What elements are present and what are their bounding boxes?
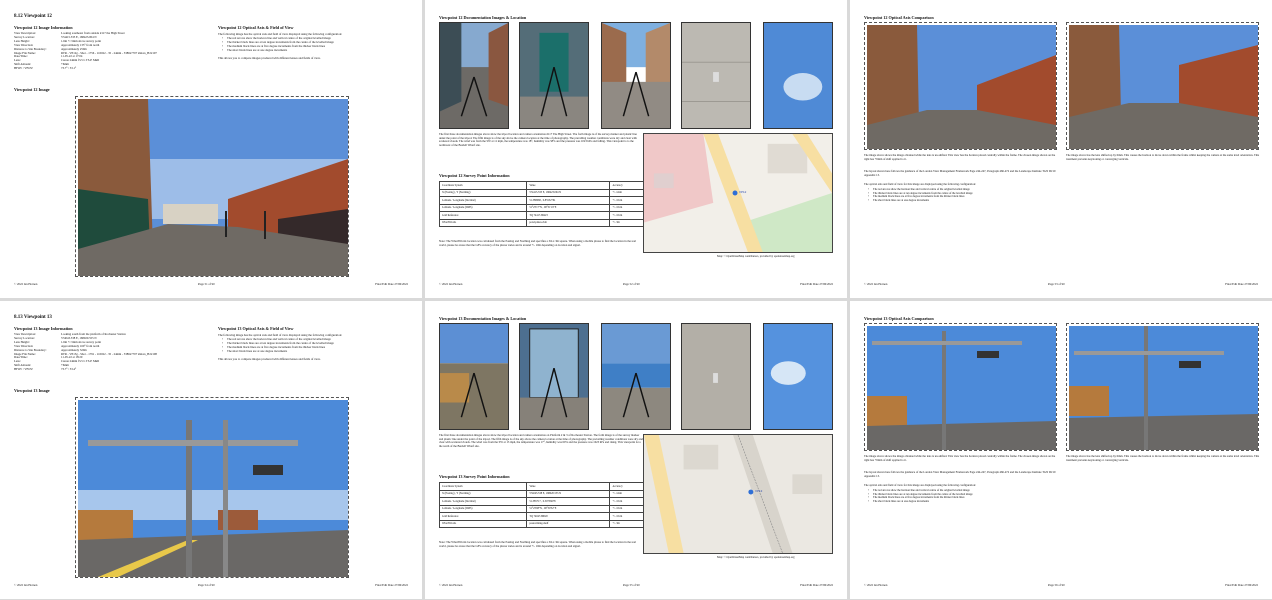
page-footer: © 2022 Ian Hornen Page 51 of 90 Final Edit Date 27/06/2022 bbox=[14, 282, 408, 286]
config-paragraph: The optical axis and field of view for this image are displayed using the following configuration: bbox=[864, 483, 976, 487]
image-heading: Viewpoint 12 Image bbox=[14, 87, 50, 92]
unshifted-image bbox=[864, 323, 1057, 451]
config-paragraph: The optical axis and field of view for this image are displayed using the following configuration: bbox=[864, 182, 976, 186]
page-footer: © 2022 Ian Hornen Page 55 of 90 Final Edit Date 27/06/2022 bbox=[439, 583, 833, 587]
page-footer: © 2022 Ian Hornen Page 54 of 90 Final Edit Date 27/06/2022 bbox=[14, 583, 408, 587]
comparison-heading: Viewpoint 13 Optical Axis Comparison bbox=[864, 316, 934, 321]
info-heading: Viewpoint 12 Image Information bbox=[14, 25, 73, 30]
doc-image-survey-marker bbox=[681, 22, 751, 129]
section-title: 8.12 Viewpoint 12 bbox=[14, 14, 52, 19]
axis-heading: Viewpoint 12 Optical Axis & Field of View bbox=[218, 25, 294, 30]
axis-outro: This allows you to compare images produced with different lenses and fields of view. bbox=[218, 357, 321, 361]
comparison-heading: Viewpoint 12 Optical Axis Comparison bbox=[864, 15, 934, 20]
axis-intro: The following image has the optical axis and field of view displayed using the following configuration: bbox=[218, 32, 343, 36]
doc-paragraph: The first three documentation images above show the tripod location and camera orientation #117 The High Street. The forth image is of the survey marker and plastic line under the point of the tripod. The fifth image is of the sky above the camera location at the time of photography. The prevailing weather conditions were dry and clear with scattered clouds. The wind was from the SW at 11 mph, the temperature was 18°, humidity was 58% and the pressure was 1023 hPa and falling. This viewpoint is to the northwest of the Bardell Wharf site. bbox=[439, 132, 637, 148]
shifted-image bbox=[1066, 22, 1259, 150]
doc-image-2 bbox=[519, 323, 589, 430]
viewpoint-13-photo bbox=[75, 397, 349, 578]
page-54 bbox=[0, 301, 422, 599]
viewpoint-12-photo bbox=[75, 96, 349, 277]
image-heading: Viewpoint 13 Image bbox=[14, 388, 50, 393]
axis-bullets: • The red arrows show the horizon line and vertical centre of the original levelled image • The thicker black lines are at ten degree increments from the centre of the levelled image • The medium black lines are at five degree increments from the thicker black lines • The short black lines are at one degree increments bbox=[222, 338, 334, 354]
w3w-note: Note: The What3Words location was calculated from the Easting and Northing and specifies a 3m x 3m square. When using a mobile phone to find the location in the real world, please be aware that the GPS accuracy of the phone varies and is around +/- 10m depending on location and signal. bbox=[439, 540, 636, 548]
section-title: 8.13 Viewpoint 13 bbox=[14, 315, 52, 320]
doc-image-2 bbox=[519, 22, 589, 129]
config-bullets: • The red arrows show the horizon line and vertical centre of the original levelled image • The thicker black lines are at ten degree increments from the centre of the levelled image • The medium black lines are at five degree increments from the thicker black lines • The short black lines are at one degree increments bbox=[868, 489, 973, 503]
shifted-caption: The image above has the lens shifted up by 6mm. This causes the horizon to move down within the frame whilst keeping the camera at the same level orientation. This treatment prevents keystoning or converging verticals. bbox=[1066, 153, 1260, 161]
map-marker-label: VP13 bbox=[755, 489, 763, 493]
survey-table: Coordinate System Value Accuracy X (Easting) , Y (Northing) 574415.333 E, 168423.004 N +/- 1mm Latitude / Longitude (Decimal) 51.388068 , 0.85532761 +/- 10cm Latitude / Longitude (DMS) 51°23'17"N , 00°51'19"E +/- 10cm Grid Reference TQ 74415 68423 +/- 10cm What3Words pond.plates.club +/- 3m bbox=[439, 181, 645, 227]
doc-image-3 bbox=[601, 22, 671, 129]
map-credit: Map: © OpenStreetMap contributors, provided by openstreetmap.org bbox=[717, 556, 795, 559]
axis-intro: The following image has the optical axis and field of view displayed using the following configuration: bbox=[218, 333, 343, 337]
guidance-paragraph: The layout shown here follows the guidance of the London View Management Framework Page 244-247, Paragraph 466-472 and the Landscape Institute TGN 06/19 Appendix 13. bbox=[864, 470, 1056, 478]
config-bullets: • The red arrows show the horizon line and vertical centre of the original levelled image • The thicker black lines are at ten degree increments from the centre of the levelled image • The medium black lines are at five degree increments from the thicker black lines • The short black lines are at one degree increments bbox=[868, 188, 973, 202]
map-credit: Map: © OpenStreetMap contributors, provided by openstreetmap.org bbox=[717, 255, 795, 258]
shifted-caption: The image above has the lens shifted up by 6mm. This causes the horizon to move down within the frame whilst keeping the camera at the same level orientation. This treatment prevents keystoning or converging verticals. bbox=[1066, 454, 1260, 462]
doc-heading: Viewpoint 12 Documentation Images & Location bbox=[439, 15, 527, 20]
survey-heading: Viewpoint 13 Survey Point Information bbox=[439, 474, 510, 479]
shifted-image bbox=[1066, 323, 1259, 451]
info-list: View Description: Looking southeast from outside #117 the High Street Survey Location: 574415.333 E, 168423.004 N Lens Height: 1.6m +/-5mm above survey point View Direction: Approximately 135° from north Distance to Site Boundary: Approximately 250m Image File Name: RVR - VP12g - Shot - 1756 - 110022 - 35 - 24mm - 5386x7707 #shots_H22107 Date/Time: 11-05-22 at 17:04 Lens: Canon 24mm f3.5 L TS-E MkII Shift Amount: +6mm HFOV / VFOV: 73.7° / 53.1° bbox=[14, 31, 157, 71]
survey-heading: Viewpoint 12 Survey Point Information bbox=[439, 173, 510, 178]
unshifted-image bbox=[864, 22, 1057, 150]
unshifted-caption: The image above shows the image obtained while the lens is un-shifted. This view has the horizon placed centrally within the frame. The chosen image shown on the right has +6mm of shift applied to it. bbox=[864, 153, 1056, 161]
page-53 bbox=[850, 0, 1272, 298]
page-footer: © 2022 Ian Hornen Page 52 of 90 Final Edit Date 27/06/2022 bbox=[439, 282, 833, 286]
page-footer: © 2022 Ian Hornen Page 56 of 90 Final Edit Date 27/06/2022 bbox=[864, 583, 1258, 587]
page-footer: © 2022 Ian Hornen Page 53 of 90 Final Edit Date 27/06/2022 bbox=[864, 282, 1258, 286]
axis-outro: This allows you to compare images produced with different lenses and fields of view. bbox=[218, 56, 321, 60]
location-map-vp12 bbox=[643, 133, 833, 253]
page-51 bbox=[0, 0, 422, 298]
unshifted-caption: The image above shows the image obtained while the lens is un-shifted. This view has the horizon placed centrally within the frame. The chosen image shown on the right has +6mm of shift applied to it. bbox=[864, 454, 1056, 462]
info-list: View Description: Looking south from the platform of Rochester Station Survey Location: 574043.538 E, 168020.555 N Lens Height: 1.6m +/-5mm above survey point View Direction: Approximately 160° from north Distance to Site Boundary: Approximately 320m Image File Name: RVR - VP13g - Shot - 1791 - 110022 - 35 - 24mm - 5386x7707 #shots_H22108 Date/Time: 11-05-22 at 18:20 Lens: Canon 24mm f3.5 L TS-E MkII Shift Amount: +6mm HFOV / VFOV: 73.7° / 53.4° bbox=[14, 332, 157, 372]
doc-heading: Viewpoint 13 Documentation Images & Location bbox=[439, 316, 527, 321]
w3w-note: Note: The What3Words location was calculated from the Easting and Northing and specifies a 3m x 3m square. When using a mobile phone to find the location in the real world, please be aware that the GPS accuracy of the phone varies and is around +/- 10m depending on location and signal. bbox=[439, 239, 636, 247]
doc-image-sky bbox=[763, 323, 833, 430]
doc-image-sky bbox=[763, 22, 833, 129]
doc-paragraph: The first three documentation images above show the tripod location and camera orientation on Platform 2 & 3 of Rochester Station. The forth image is of the survey marker and plastic line under the point of the tripod. The fifth image is of the sky above the camera location at the time of photography. The prevailing weather conditions were dry and clear with scattered clouds. The wind was from the SW at 13 mph, the temperature was 17°, humidity was 60% and the pressure was 1023 hPa and rising. This viewpoint is to the north of the Bardell Wharf site. bbox=[439, 433, 643, 449]
guidance-paragraph: The layout shown here follows the guidance of the London View Management Framework Page 244-247, Paragraph 466-472 and the Landscape Institute TGN 06/19 Appendix 13. bbox=[864, 169, 1056, 177]
axis-heading: Viewpoint 13 Optical Axis & Field of View bbox=[218, 326, 294, 331]
page-55 bbox=[425, 301, 847, 599]
map-marker-label: VP12 bbox=[739, 190, 747, 194]
doc-image-survey-marker bbox=[681, 323, 751, 430]
page-52 bbox=[425, 0, 847, 298]
info-heading: Viewpoint 13 Image Information bbox=[14, 326, 73, 331]
doc-image-1 bbox=[439, 22, 509, 129]
survey-table: Coordinate System Value Accuracy X (Easting) , Y (Northing) 574043.538 E, 168020.555 N +/- 1mm Latitude / Longitude (Decimal) 51.385717 , 0.50756678 +/- 10cm Latitude / Longitude (DMS) 51°23'08"N , 00°50'32"E +/- 10cm Grid Reference TQ 74043 68020 +/- 10cm What3Words paste.timing.shelf +/- 3m bbox=[439, 482, 645, 528]
doc-image-3 bbox=[601, 323, 671, 430]
page-56 bbox=[850, 301, 1272, 599]
location-map-vp13 bbox=[643, 434, 833, 554]
doc-image-1 bbox=[439, 323, 509, 430]
axis-bullets: • The red arrows show the horizon line and vertical centre of the original levelled image • The thicker black lines are at ten degree increments from the centre of the levelled image • The medium black lines are at five degree increments from the thicker black lines • The short black lines are at one degree increments bbox=[222, 37, 334, 53]
